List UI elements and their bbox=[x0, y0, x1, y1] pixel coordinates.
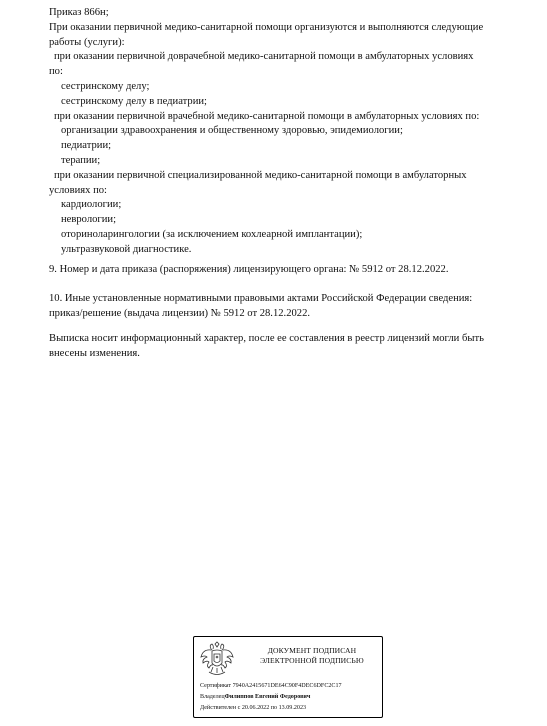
text-line: При оказании первичной медико-санитарной помощи организуются и выполняются следующие bbox=[49, 21, 484, 33]
validity-line bbox=[200, 704, 306, 712]
disclaimer-line-2: внесены изменения. bbox=[49, 347, 140, 359]
stamp-title-line-1: ДОКУМЕНТ ПОДПИСАН bbox=[267, 646, 357, 655]
item-10-line-1: 10. Иные установленные нормативными правовыми актами Российской Федерации сведения: bbox=[49, 293, 473, 304]
text-line: кардиологии; bbox=[61, 199, 122, 211]
stamp-title-line-2: ЭЛЕКТРОННОЙ ПОДПИСЬЮ bbox=[260, 656, 364, 665]
owner-name: Филиппов Евгений Федорович bbox=[224, 694, 311, 700]
text-line: неврологии; bbox=[61, 214, 117, 226]
certificate-line bbox=[200, 682, 342, 690]
stamp-title bbox=[244, 646, 380, 666]
certificate-number: 7940A2415671DE64C90F4DEC6DFC2C17 bbox=[232, 683, 342, 689]
text-line: ультразвуковой диагностике. bbox=[61, 243, 192, 255]
text-line: сестринскому делу; bbox=[61, 80, 150, 92]
validity-period: с 20.06.2022 по 13.09.2023 bbox=[237, 705, 307, 711]
russian-coat-of-arms-icon bbox=[199, 641, 235, 679]
validity-label: Действителен bbox=[200, 705, 237, 711]
text-line: терапии; bbox=[61, 154, 101, 166]
disclaimer-note bbox=[49, 332, 484, 362]
licensed-works-text bbox=[49, 6, 527, 258]
item-9-order-number: 9. Номер и дата приказа (распоряжения) лицензирующего органа: № 5912 от 28.12.2022. bbox=[49, 264, 449, 275]
certificate-label: Сертификат bbox=[200, 683, 232, 689]
text-line: оториноларингологии (за исключением кохлеарной имплантации); bbox=[61, 228, 363, 240]
text-line: педиатрии; bbox=[61, 140, 112, 152]
text-line: организации здравоохранения и общественному здоровью, эпидемиологии; bbox=[61, 125, 403, 137]
text-line: сестринскому делу в педиатрии; bbox=[61, 95, 207, 107]
electronic-signature-stamp bbox=[193, 636, 383, 718]
owner-label: Владелец bbox=[200, 694, 225, 700]
text-line: работы (услуги): bbox=[49, 36, 125, 48]
item-10-line-2: приказ/решение (выдача лицензии) № 5912 от 28.12.2022. bbox=[49, 307, 311, 319]
text-line: при оказании первичной врачебной медико-санитарной помощи в амбулаторных условиях по: bbox=[54, 110, 480, 122]
text-line: при оказании первичной специализированной медико-санитарной помощи в амбулаторных bbox=[54, 169, 467, 181]
item-10-other-info bbox=[49, 292, 472, 322]
disclaimer-line-1: Выписка носит информационный характер, после ее составления в реестр лицензий могли быть bbox=[49, 333, 484, 344]
text-line: при оказании первичной доврачебной медико-санитарной помощи в амбулаторных условиях bbox=[54, 51, 474, 63]
owner-line bbox=[200, 693, 310, 701]
text-line: условиях по: bbox=[49, 184, 107, 196]
text-line: по: bbox=[49, 66, 63, 78]
text-line: Приказ 866н; bbox=[49, 7, 109, 18]
